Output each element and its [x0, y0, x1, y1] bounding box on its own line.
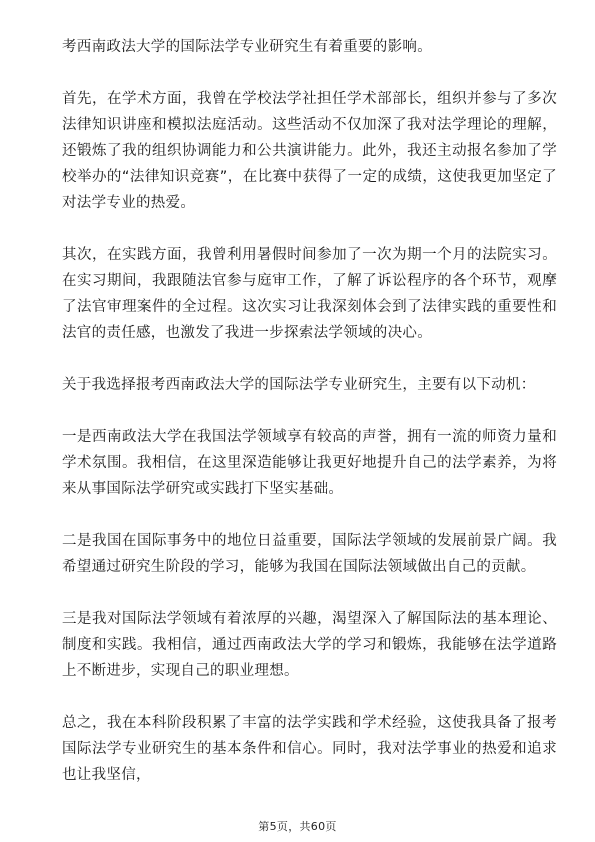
paragraph-8: 总之，我在本科阶段积累了丰富的法学实践和学术经验，这使我具备了报考国际法学专业研究生的基本条件和信心。同时，我对法学事业的热爱和追求也让我坚信， [62, 715, 557, 783]
paragraph-5: 一是西南政法大学在我国法学领域享有较高的声誉，拥有一流的师资力量和学术氛围。我相信，在这里深造能够让我更好地提升自己的法学素养，为将来从事国际法学研究或实践打下坚实基础。 [62, 429, 557, 497]
paragraph-7: 三是我对国际法学领域有着浓厚的兴趣，渴望深入了解国际法的基本理论、制度和实践。我相信，通过西南政法大学的学习和锻炼，我能够在法学道路上不断进步，实现自己的职业理想。 [62, 611, 557, 679]
paragraph-gap [62, 60, 557, 86]
paragraph-gap [62, 216, 557, 242]
paragraph-gap [62, 346, 557, 372]
paragraph-2: 首先，在学术方面，我曾在学校法学社担任学术部部长，组织并参与了多次法律知识讲座和模拟法庭活动。这些活动不仅加深了我对法学理论的理解，还锻炼了我的组织协调能力和公共演讲能力。此外，我还主动报名参加了学校举办的“法律知识竞赛”，在比赛中获得了一定的成绩，这使我更加坚定了对法学专业的热爱。 [62, 91, 557, 211]
paragraph-1: 考西南政法大学的国际法学专业研究生有着重要的影响。 [62, 39, 432, 55]
paragraph-3: 其次，在实践方面，我曾利用暑假时间参加了一次为期一个月的法院实习。在实习期间，我跟随法官参与庭审工作，了解了诉讼程序的各个环节，观摩了法官审理案件的全过程。这次实习让我深刻体会到了法律实践的重要性和法官的责任感，也激发了我进一步探索法学领域的决心。 [62, 247, 557, 341]
paragraph-6: 二是我国在国际事务中的地位日益重要，国际法学领域的发展前景广阔。我希望通过研究生阶段的学习，能够为我国在国际法领域做出自己的贡献。 [62, 533, 557, 575]
paragraph-gap [62, 580, 557, 606]
paragraph-gap [62, 398, 557, 424]
paragraph-gap [62, 684, 557, 710]
paragraph-gap [62, 502, 557, 528]
page-number: 第5页，共60页 [258, 820, 337, 833]
paragraph-4: 关于我选择报考西南政法大学的国际法学专业研究生，主要有以下动机： [62, 377, 536, 393]
